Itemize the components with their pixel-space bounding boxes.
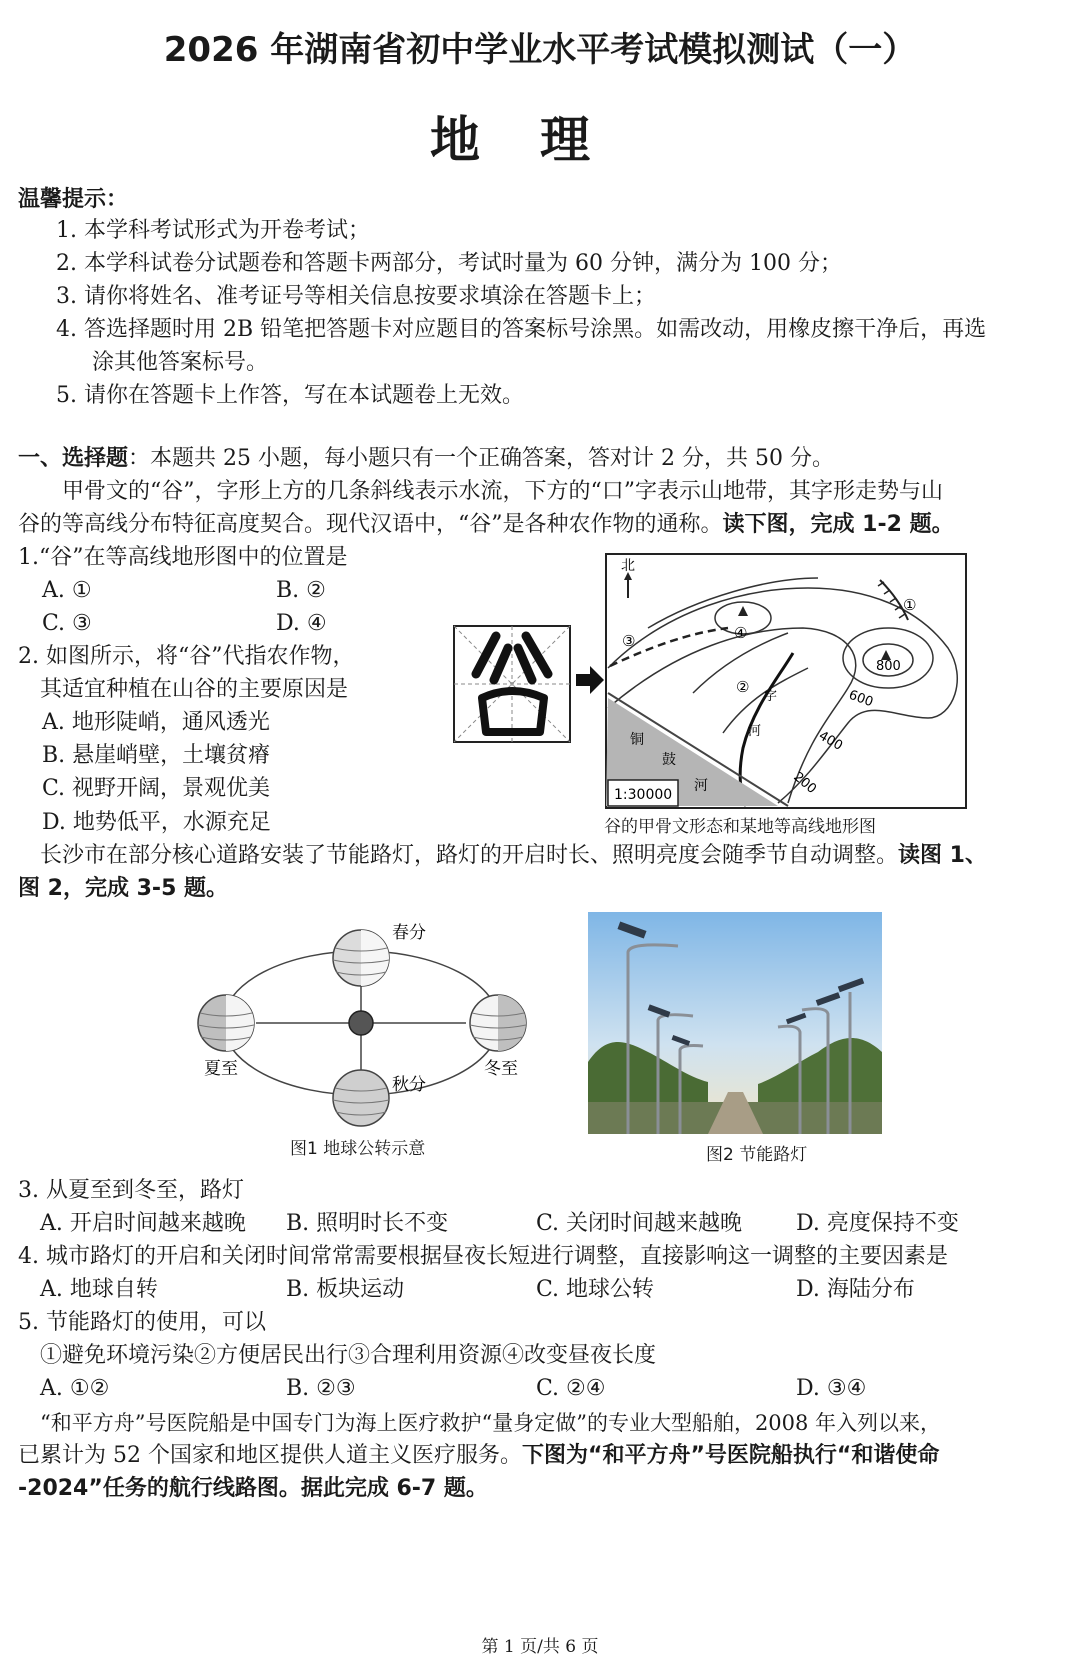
- q5-statements: ①避免环境污染②方便居民出行③合理利用资源④改变昼夜长度: [40, 1343, 657, 1368]
- section-label: 一、选择题: [18, 446, 129, 471]
- q3-option-b: B. 照明时长不变: [286, 1211, 449, 1236]
- passage2-instruction-a: 读图 1、: [898, 843, 987, 868]
- tip-item-4-cont: 涂其他答案标号。: [92, 350, 269, 375]
- passage3-line1: “和平方舟”号医院船是中国专门为海上医疗救护“量身定做”的专业大型船舶，2008 年入列以来，: [40, 1411, 942, 1435]
- passage2-line1: [40, 841, 987, 871]
- map-mark-4: ④: [734, 624, 748, 642]
- river-label-gu: 鼓: [662, 752, 676, 768]
- river-label-he2: 河: [694, 778, 708, 794]
- passage3-instruction: 下图为“和平方舟”号医院船执行“和谐使命: [521, 1443, 940, 1468]
- q2-option-a: A. 地形陡峭，通风透光: [42, 710, 270, 735]
- passage2-line2: 图 2，完成 3-5 题。: [18, 876, 229, 901]
- passage3-line3: -2024”任务的航行线路图。据此完成 6-7 题。: [18, 1476, 488, 1501]
- earth-summer: [198, 995, 254, 1051]
- north-label: 北: [621, 558, 635, 574]
- q4-stem: 4. 城市路灯的开启和关闭时间常常需要根据昼夜长短进行调整，直接影响这一调整的主要因素是: [18, 1244, 948, 1269]
- q3-option-a: A. 开启时间越来越晚: [40, 1211, 246, 1236]
- earth-autumn: [333, 1070, 389, 1126]
- orbit-label-autumn: 秋分: [392, 1075, 426, 1095]
- q5-option-a: A. ①②: [40, 1376, 110, 1401]
- tip-item-4: 4. 答选择题时用 2B 铅笔把答题卡对应题目的答案标号涂黑。如需改动，用橡皮擦干净后，再选: [56, 317, 987, 342]
- tip-item-1: 1. 本学科考试形式为开卷考试；: [56, 218, 370, 243]
- contour-label-600: 600: [846, 687, 876, 711]
- q5-option-c: C. ②④: [536, 1376, 606, 1401]
- q2-option-d: D. 地势低平，水源充足: [42, 810, 271, 835]
- river-label-zi: 字: [764, 689, 778, 704]
- tip-item-2: 2. 本学科试卷分试题卷和答题卡两部分，考试时量为 60 分钟，满分为 100 分；: [56, 251, 842, 276]
- q4-option-c: C. 地球公转: [536, 1277, 655, 1302]
- passage3-text: 已累计为 52 个国家和地区提供人道主义医疗服务。: [18, 1443, 522, 1468]
- passage1-instruction: 读下图，完成 1-2 题。: [722, 512, 954, 537]
- q4-option-b: B. 板块运动: [286, 1277, 405, 1302]
- passage1-text: 谷的等高线分布特征高度契合。现代汉语中，“谷”是各种农作物的通称。: [18, 512, 723, 537]
- passage3-line2: [18, 1441, 939, 1471]
- q5-stem: 5. 节能路灯的使用，可以: [18, 1310, 266, 1335]
- sun-icon: [349, 1011, 373, 1035]
- section-heading: [18, 444, 834, 474]
- map-scale: 1:30000: [614, 787, 673, 803]
- q1-option-b: B. ②: [276, 578, 326, 603]
- river-label-he1: 河: [748, 724, 762, 739]
- q5-option-b: B. ②③: [286, 1376, 356, 1401]
- orbit-figure: [186, 918, 546, 1158]
- map-mark-3: ③: [622, 632, 636, 650]
- q2-option-b: B. 悬崖峭壁，土壤贫瘠: [42, 743, 271, 768]
- tip-item-3: 3. 请你将姓名、准考证号等相关信息按要求填涂在答题卡上；: [56, 284, 656, 309]
- passage2-text: 长沙市在部分核心道路安装了节能路灯，路灯的开启时长、照明亮度会随季节自动调整。: [40, 843, 899, 868]
- street-light-photo: [588, 912, 882, 1134]
- orbit-caption: 图1 地球公转示意: [290, 1139, 426, 1159]
- tips-heading: 温馨提示：: [18, 187, 129, 212]
- river-label-tong: 铜: [630, 732, 644, 748]
- section-desc: ：本题共 25 小题，每小题只有一个正确答案，答对计 2 分，共 50 分。: [128, 446, 834, 471]
- q1-option-c: C. ③: [42, 611, 92, 636]
- arrow-icon: [576, 666, 604, 694]
- q2-stem-line2: 其适宜种植在山谷的主要原因是: [40, 677, 349, 702]
- q4-option-a: A. 地球自转: [40, 1277, 158, 1302]
- passage1-line2: [18, 510, 954, 540]
- q1-option-d: D. ④: [276, 611, 327, 636]
- passage1-line1: 甲骨文的“谷”，字形上方的几条斜线表示水流，下方的“口”字表示山地带，其字形走势与山: [62, 479, 943, 504]
- map-mark-2: ②: [736, 678, 750, 696]
- orbit-label-spring: 春分: [392, 923, 426, 943]
- earth-spring: [333, 930, 389, 986]
- page-number: 第 1 页/共 6 页: [481, 1637, 599, 1657]
- q2-stem-line1: 2. 如图所示，将“谷”代指农作物，: [18, 644, 355, 669]
- earth-winter: [470, 995, 526, 1051]
- map-caption: 谷的甲骨文形态和某地等高线地形图: [604, 817, 876, 837]
- q2-option-c: C. 视野开阔，景观优美: [42, 776, 271, 801]
- contour-label-800: 800: [876, 659, 901, 674]
- photo-caption: 图2 节能路灯: [706, 1145, 808, 1165]
- orbit-label-summer: 夏至: [204, 1059, 238, 1079]
- map-mark-1: ①: [903, 596, 917, 614]
- q1-stem: 1.“谷”在等高线地形图中的位置是: [18, 545, 348, 570]
- q4-option-d: D. 海陆分布: [796, 1277, 915, 1302]
- tip-item-5: 5. 请你在答题卡上作答，写在本试题卷上无效。: [56, 383, 524, 408]
- q3-option-d: D. 亮度保持不变: [796, 1211, 959, 1236]
- q1-option-a: A. ①: [42, 578, 92, 603]
- exam-title: 2026 年湖南省初中学业水平考试模拟测试（一）: [163, 30, 917, 70]
- q3-option-c: C. 关闭时间越来越晚: [536, 1211, 743, 1236]
- contour-label-400: 400: [816, 728, 846, 754]
- contour-map-figure: [448, 548, 978, 838]
- q3-stem: 3. 从夏至到冬至，路灯: [18, 1178, 244, 1203]
- orbit-label-winter: 冬至: [484, 1059, 518, 1079]
- subject-title: 地理: [430, 111, 650, 169]
- q5-option-d: D. ③④: [796, 1376, 867, 1401]
- contour-label-200: 200: [790, 769, 820, 798]
